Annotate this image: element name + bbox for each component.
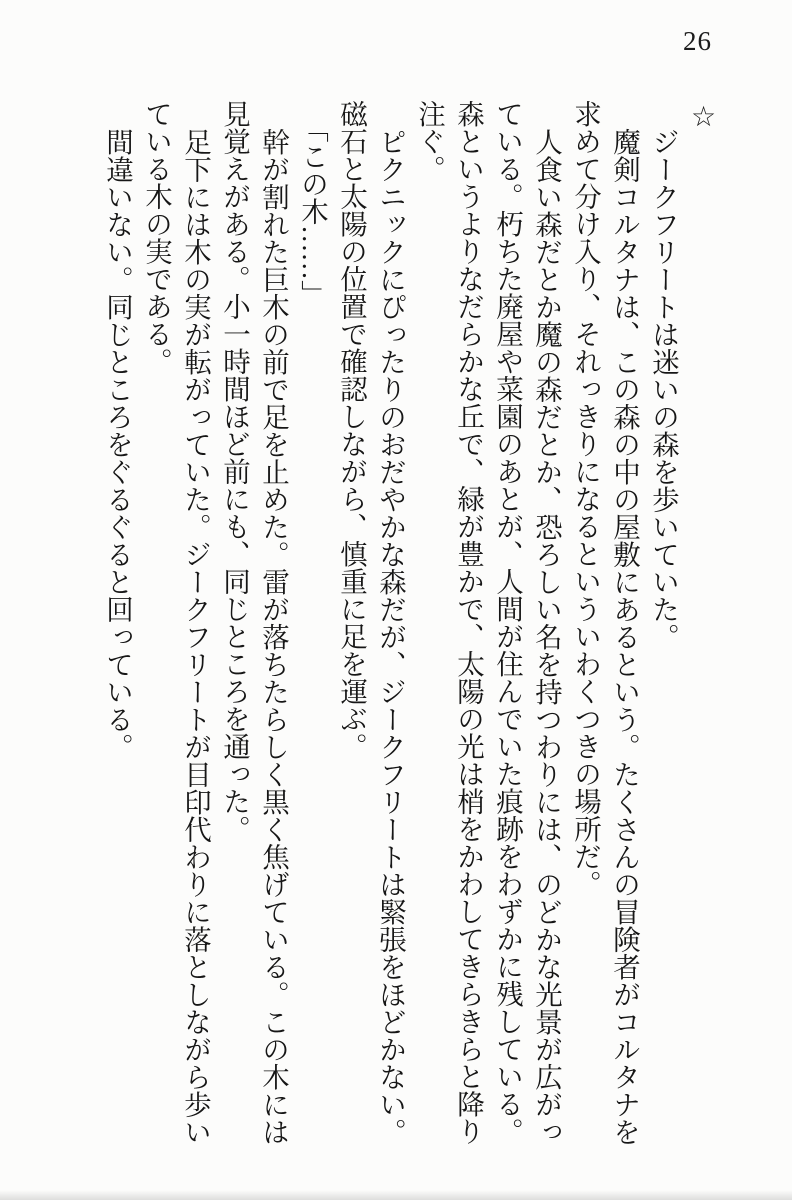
scene-break-star: ☆	[687, 100, 718, 133]
text-block	[36, 100, 722, 1156]
paragraph: 人食い森だとか魔の森だとか、恐ろしい名を持つわりには、のどかな光景が広がっている。朽ちた廃屋や菜園のあとが、人間が住んでいた痕跡をわずかに残している。森というよりなだらかな丘で、緑が豊かで、太陽の光は梢をかわしてきらきらと降り注ぐ。	[414, 100, 562, 1145]
paragraph: 幹が割れた巨木の前で足を止めた。雷が落ちたらしく黒く焦げている。この木には見覚えがある。小一時間ほど前にも、同じところを通った。	[219, 100, 289, 1145]
paragraph: ジークフリートは迷いの森を歩いていた。	[648, 127, 679, 650]
paragraph: 足下には木の実が転がっていた。ジークフリートが目印代わりに落としながら歩いている木の実である。	[141, 100, 211, 1145]
page-number: 26	[683, 26, 712, 56]
paragraph: ピクニックにぴったりのおだやかな森だが、ジークフリートは緊張をほどかない。磁石と太陽の位置で確認しながら、慎重に足を運ぶ。	[336, 100, 406, 1145]
paragraph: 「この木……」	[297, 115, 328, 308]
paragraph: 魔剣コルタナは、この森の中の屋敷にあるという。たくさんの冒険者がコルタナを求めて分け入り、それっきりになるといういわくつきの場所だ。	[570, 100, 640, 1145]
paragraph: 間違いない。同じところをぐるぐると回っている。	[102, 127, 133, 760]
